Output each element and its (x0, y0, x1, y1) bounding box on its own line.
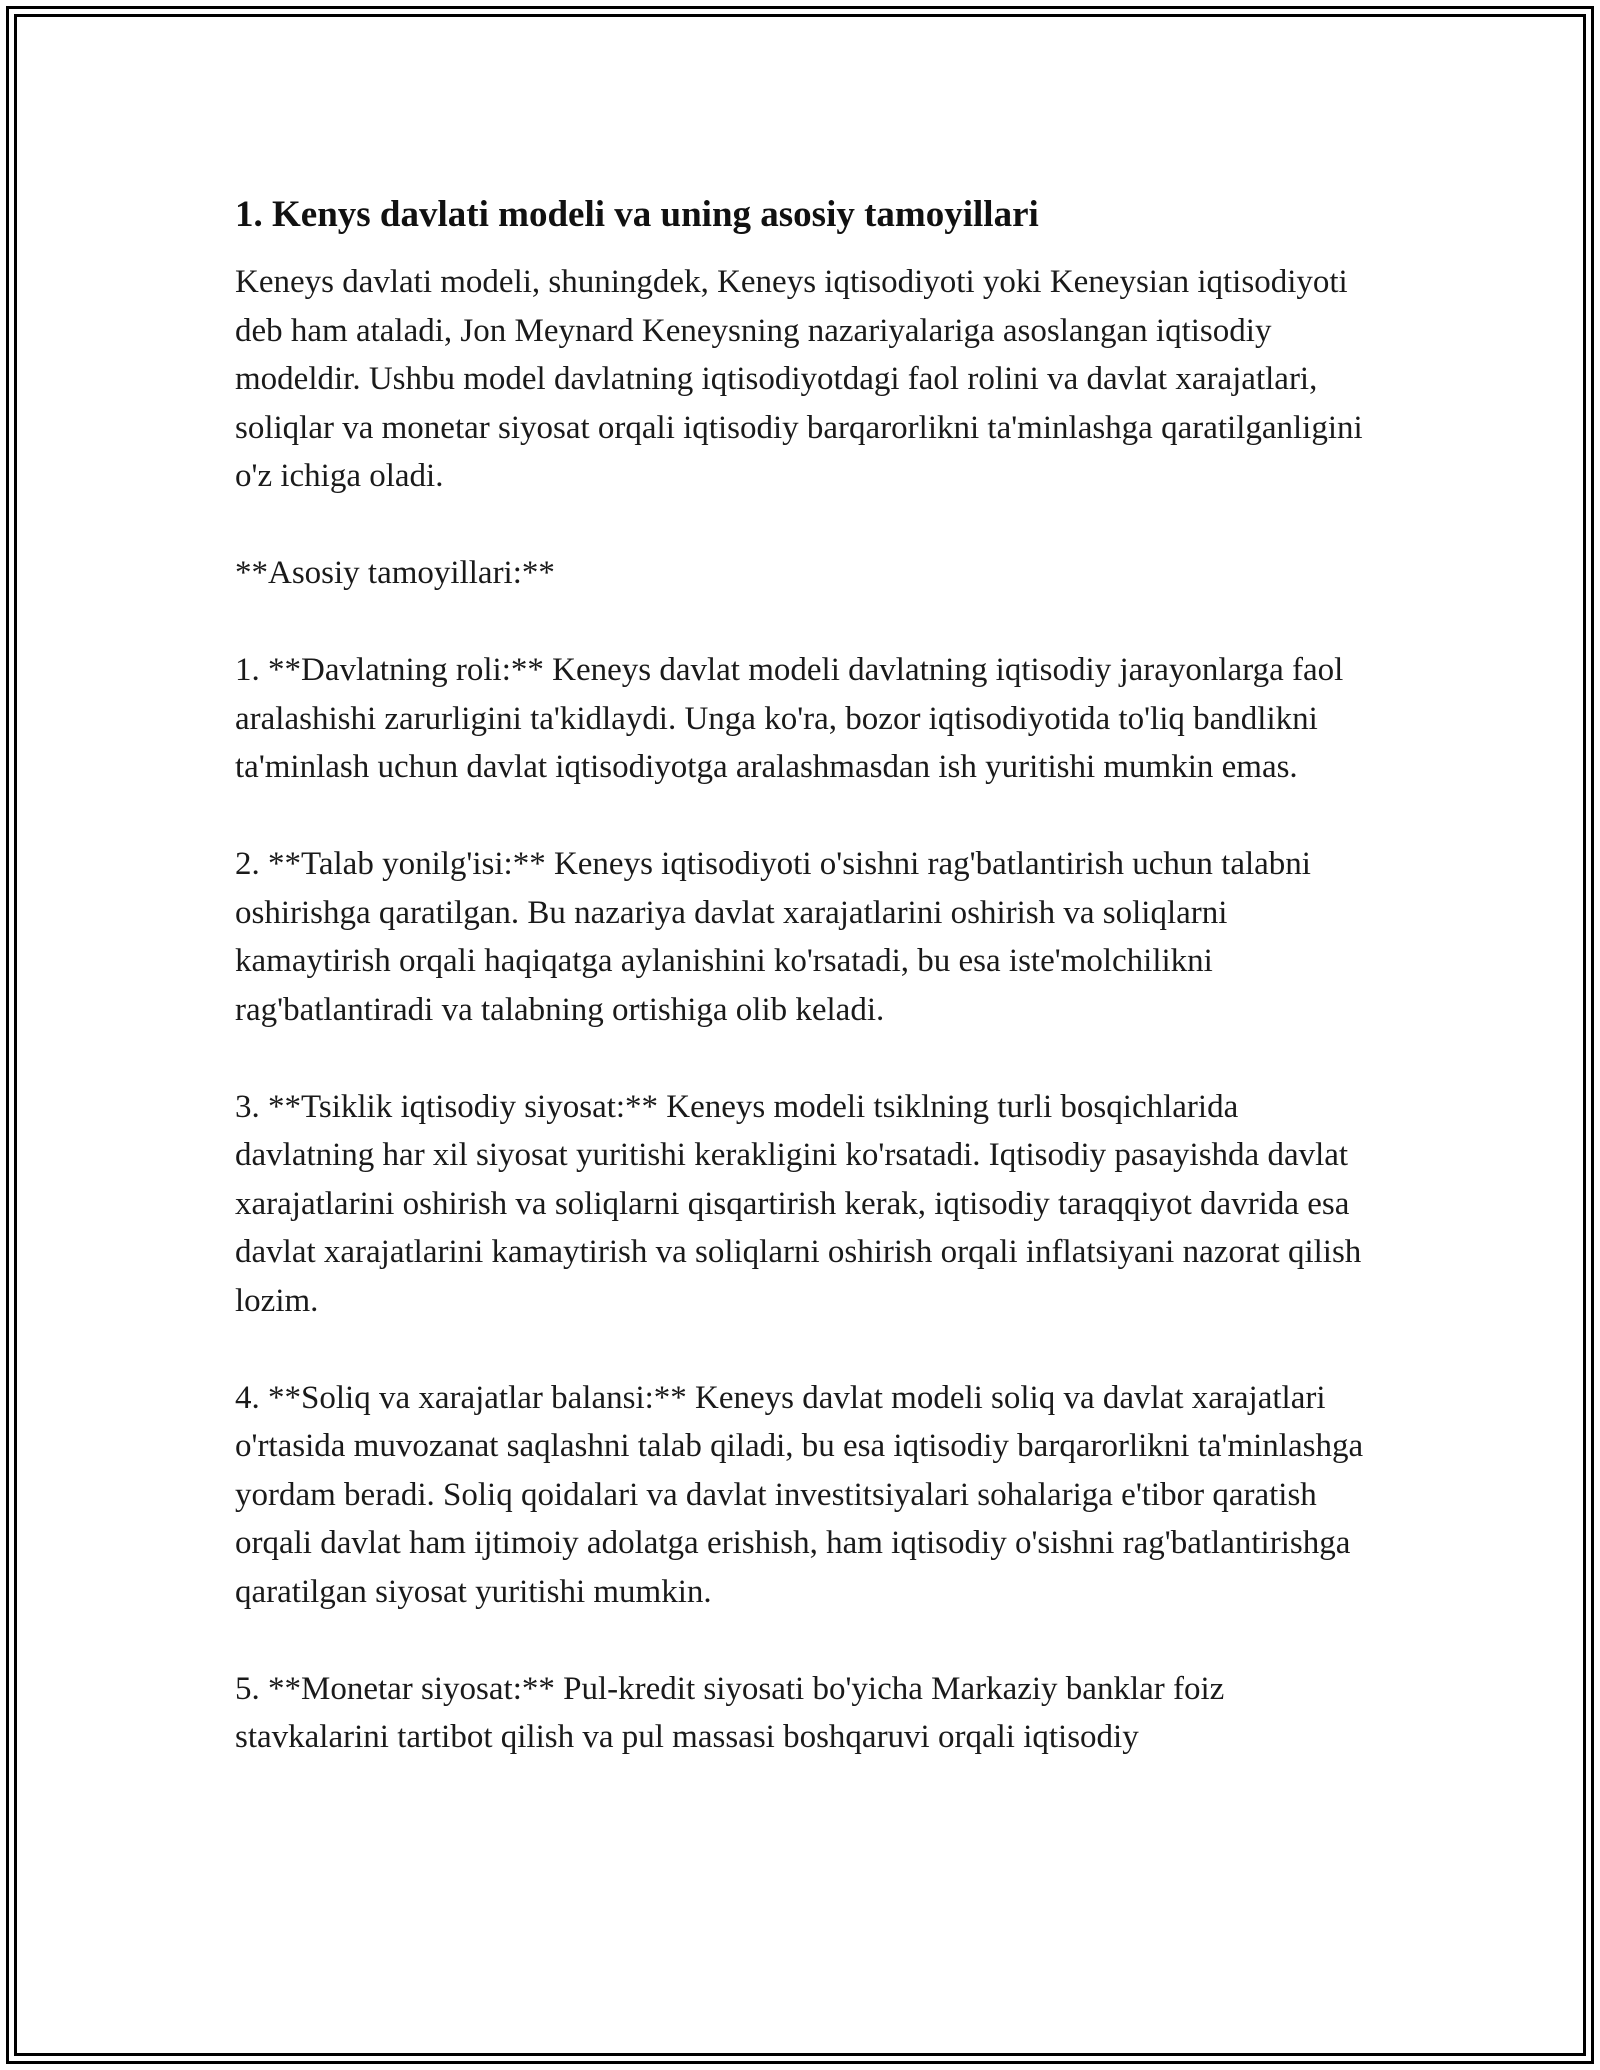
document-title: 1. Kenys davlati modeli va uning asosiy tamoyillari (235, 194, 1039, 235)
intro-paragraph: Keneys davlati modeli, shuningdek, Keneys iqtisodiyoti yoki Keneysian iqtisodiyoti deb ham ataladi, Jon Meynard Keneysning nazariyalariga asoslangan iqtisodiy modeldir. Ushbu model davlatning iqtisodiyotdagi faol rolini va davlat xarajatlari, soliqlar va monetar siyosat orqali iqtisodiy barqarorlikni ta'minlashga qaratilganligini o'z ichiga oladi. (235, 264, 1363, 494)
paragraph-gap (235, 792, 1385, 841)
principle-item-4: 4. **Soliq va xarajatlar balansi:** Keneys davlat modeli soliq va davlat xarajatlari o'rtasida muvozanat saqlashni talab qiladi, bu esa iqtisodiy barqarorlikni ta'minlashga yordam beradi. Soliq qoidalari va davlat investitsiyalari sohalariga e'tibor qaratish orqali davlat ham ijtimoiy adolatga erishish, ham iqtisodiy o'sishni rag'batlantirishga qaratilgan siyosat yuritishi mumkin. (235, 1379, 1364, 1610)
paragraph-gap (235, 1616, 1385, 1665)
document-body (235, 186, 1385, 1762)
paragraph-gap (235, 501, 1385, 550)
paragraph-gap (235, 598, 1385, 647)
principle-item-5: 5. **Monetar siyosat:** Pul-kredit siyosati bo'yicha Markaziy banklar foiz stavkalarini tartibot qilish va pul massasi boshqaruvi orqali iqtisodiy (235, 1670, 1225, 1755)
principle-item-1: 1. **Davlatning roli:** Keneys davlat modeli davlatning iqtisodiy jarayonlarga faol aralashishi zarurligini ta'kidlaydi. Unga ko'ra, bozor iqtisodiyotida to'liq bandlikni ta'minlash uchun davlat iqtisodiyotga aralashmasdan ish yuritishi mumkin emas. (235, 652, 1344, 785)
paragraph-gap (235, 1034, 1385, 1083)
paragraph-gap (235, 1325, 1385, 1374)
principles-heading: **Asosiy tamoyillari:** (235, 555, 555, 591)
principle-item-3: 3. **Tsiklik iqtisodiy siyosat:** Keneys modeli tsiklning turli bosqichlarida davlatning har xil siyosat yuritishi kerakligini ko'rsatadi. Iqtisodiy pasayishda davlat xarajatlarini oshirish va soliqlarni qisqartirish kerak, iqtisodiy taraqqiyot davrida esa davlat xarajatlarini kamaytirish va soliqlarni oshirish orqali inflatsiyani nazorat qilish lozim. (235, 1088, 1362, 1319)
principle-item-2: 2. **Talab yonilg'isi:** Keneys iqtisodiyoti o'sishni rag'batlantirish uchun talabni oshirishga qaratilgan. Bu nazariya davlat xarajatlarini oshirish va soliqlarni kamaytirish orqali haqiqatga aylanishini ko'rsatadi, bu esa iste'molchilikni rag'batlantiradi va talabning ortishiga olib keladi. (235, 846, 1311, 1028)
